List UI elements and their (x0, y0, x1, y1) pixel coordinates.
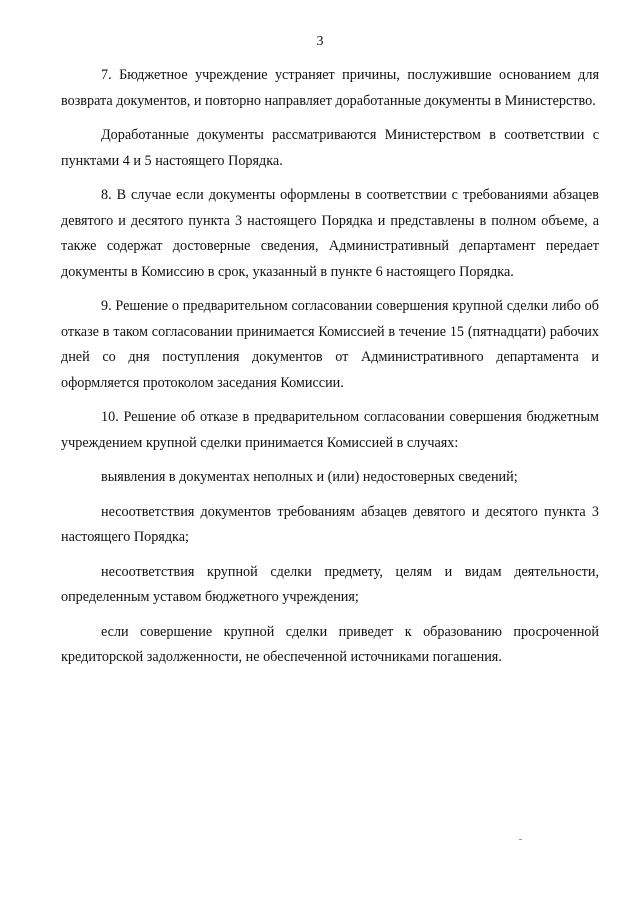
refusal-case-requirements-mismatch: несоответствия документов требованиям абзацев девятого и десятого пункта 3 настоящего Порядка; (61, 503, 599, 545)
refusal-case-charter-mismatch: несоответствия крупной сделки предмету, целям и видам деятельности, определенным уставом бюджетного учреждения; (61, 563, 599, 605)
document-body (61, 63, 599, 671)
scan-speck (519, 839, 522, 840)
refusal-case-overdue-debt: если совершение крупной сделки приведет к образованию просроченной кредиторской задолженности, не обеспеченной источниками погашения. (61, 623, 599, 665)
page-number: 3 (316, 34, 324, 49)
refusal-case-incomplete-info: выявления в документах неполных и (или) недостоверных сведений; (101, 469, 518, 485)
paragraph-9: 9. Решение о предварительном согласовании совершения крупной сделки либо об отказе в таком согласовании принимается Комиссией в течение 15 (пятнадцати) рабочих дней со дня поступления документов от Административного департамента и оформляется протоколом заседания Комиссии. (61, 298, 599, 391)
paragraph-8: 8. В случае если документы оформлены в соответствии с требованиями абзацев девятого и десятого пункта 3 настоящего Порядка и представлены в полном объеме, а также содержат достоверные сведения, Административный департамент передает документы в Комиссию в срок, указанный в пункте 6 настоящего Порядка. (61, 187, 599, 280)
paragraph-10: 10. Решение об отказе в предварительном согласовании совершения бюджетным учреждением крупной сделки принимается Комиссией в случаях: (61, 409, 599, 451)
paragraph-7: 7. Бюджетное учреждение устраняет причины, послужившие основанием для возврата документов, и повторно направляет доработанные документы в Министерство. (61, 67, 599, 109)
paragraph-7-resubmission: Доработанные документы рассматриваются Министерством в соответствии с пунктами 4 и 5 настоящего Порядка. (61, 127, 599, 169)
